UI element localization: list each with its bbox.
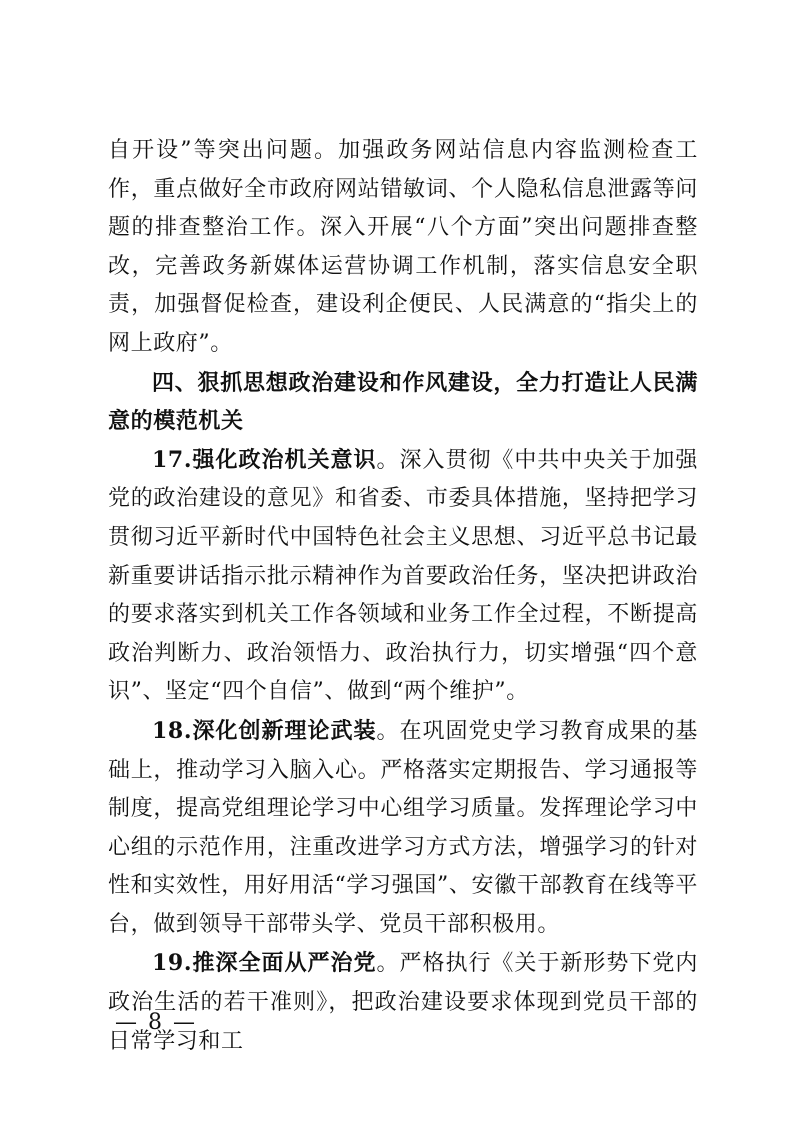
paragraph-lead: 17.强化政治机关意识 [152,446,377,473]
section-heading-4 [108,364,698,441]
paragraph-18 [108,712,698,945]
heading-text: 四、狠抓思想政治建设和作风建设，全力打造让人民满意的模范机关 [108,369,698,435]
paragraph-text: 。深入贯彻《中共中央关于加强党的政治建设的意见》和省委、市委具体措施，坚持把学习贯彻习近平新时代中国特色社会主义思想、习近平总书记最新重要讲话指示批示精神作为首要政治任务，坚决把讲政治的要求落实到机关工作各领域和业务工作全过程，不断提高政治判断力、政治领悟力、政治执行力，切实增强“四个意识”、坚定“四个自信”、做到“两个维护”。 [108,447,699,705]
paragraph-text: 自开设”等突出问题。加强政务网站信息内容监测检查工作，重点做好全市政府网站错敏词、个人隐私信息泄露等问题的排查整治工作。深入开展“八个方面”突出问题排查整改，完善政务新媒体运营协调工作机制，落实信息安全职责，加强督促检查，建设利企便民、人民满意的“指尖上的网上政府”。 [108,138,698,356]
paragraph-17 [108,441,698,712]
paragraph-text: 。在巩固党史学习教育成果的基础上，推动学习入脑入心。严格落实定期报告、学习通报等制度，提高党组理论学习中心组学习质量。发挥理论学习中心组的示范作用，注重改进学习方式方法，增强学习的针对性和实效性，用好用活“学习强国”、安徽干部教育在线等平台，做到领导干部带头学、党员干部积极用。 [108,718,699,937]
paragraph-19 [108,944,698,1061]
paragraph-lead: 18.深化创新理论武装 [152,717,377,744]
paragraph-text: 。严格执行《关于新形势下党内政治生活的若干准则》，把政治建设要求体现到党员干部的日常学习和工 [108,951,699,1054]
paragraph-continuation [108,132,698,364]
body-text [108,132,698,1061]
page-number: — 8 — [115,1010,197,1035]
paragraph-lead: 19.推深全面从严治党 [152,950,377,977]
